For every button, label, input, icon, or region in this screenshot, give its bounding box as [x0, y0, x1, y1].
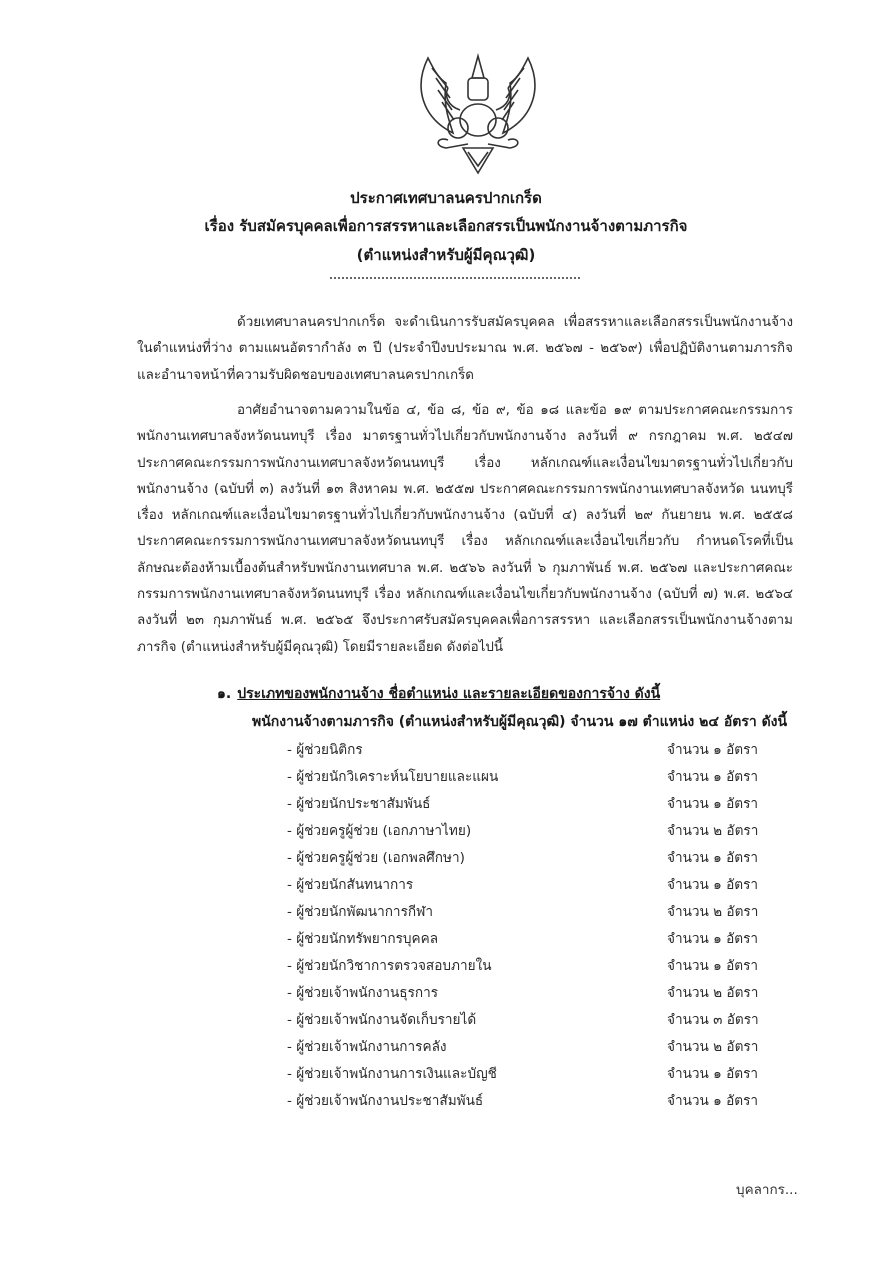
position-name: - ผู้ช่วยครูผู้ช่วย (เอกพลศึกษา): [287, 850, 465, 866]
list-item: [287, 926, 787, 953]
position-count: จำนวน ๑ อัตรา: [667, 769, 759, 785]
list-item: [287, 872, 787, 899]
list-item: [287, 1007, 787, 1034]
section-1-subheading: พนักงานจ้างตามภารกิจ (ตำแหน่งสำหรับผู้มีคุณวุฒิ) จำนวน ๑๗ ตำแหน่ง ๒๔ อัตรา ดังนี้: [252, 714, 788, 730]
garuda-emblem-icon: [408, 48, 548, 178]
list-item: [287, 791, 787, 818]
position-name: - ผู้ช่วยเจ้าพนักงานประชาสัมพันธ์: [287, 1093, 484, 1109]
list-item: [287, 899, 787, 926]
dotted-separator: [330, 277, 580, 279]
position-count: จำนวน ๑ อัตรา: [667, 796, 759, 812]
authority-paragraph: อาศัยอำนาจตามความในข้อ ๔, ข้อ ๘, ข้อ ๙, ข้อ ๑๘ และข้อ ๑๙ ตามประกาศคณะกรรมการ พนักงานเทศบาลจังหวัดนนทบุรี เรื่อง มาตรฐานทั่วไปเกี่ยวกับพนักงานจ้าง ลงวันที่ ๙ กรกฎาคม พ.ศ. ๒๕๔๗ ประกาศคณะกรรมการพนักงานเทศบาลจังหวัดนนทบุรี เรื่อง หลักเกณฑ์และเงื่อนไขมาตรฐานทั่วไปเกี่ยวกับ พนักงานจ้าง (ฉบับที่ ๓) ลงวันที่ ๑๓ สิงหาคม พ.ศ. ๒๕๕๗ ประกาศคณะกรรมการพนักงานเทศบาลจังหวัด นนทบุรี เรื่อง หลักเกณฑ์และเงื่อนไขมาตรฐานทั่วไปเกี่ยวกับพนักงานจ้าง (ฉบับที่ ๔) ลงวันที่ ๒๙ กันยายน พ.ศ. ๒๕๕๘ ประกาศคณะกรรมการพนักงานเทศบาลจังหวัดนนทบุรี เรื่อง หลักเกณฑ์และเงื่อนไขเกี่ยวกับ กำหนดโรคที่เป็นลักษณะต้องห้ามเบื้องต้นสำหรับพนักงานเทศบาล พ.ศ. ๒๕๖๖ ลงวันที่ ๖ กุมภาพันธ์ พ.ศ. ๒๕๖๗ และประกาศคณะกรรมการพนักงานเทศบาลจังหวัดนนทบุรี เรื่อง หลักเกณฑ์และเงื่อนไขเกี่ยวกับพนักงานจ้าง (ฉบับที่ ๗) พ.ศ. ๒๕๖๔ ลงวันที่ ๒๓ กุมภาพันธ์ พ.ศ. ๒๕๖๕ จึงประกาศรับสมัครบุคคลเพื่อการสรรหา และเลือกสรรเป็นพนักงานจ้างตามภารกิจ (ตำแหน่งสำหรับผู้มีคุณวุฒิ) โดยมีรายละเอียด ดังต่อไปนี้: [137, 403, 793, 655]
position-list: [287, 737, 787, 1115]
list-item: [287, 845, 787, 872]
announcement-subject: เรื่อง รับสมัครบุคคลเพื่อการสรรหาและเลือกสรรเป็นพนักงานจ้างตามภารกิจ: [204, 217, 688, 235]
position-name: - ผู้ช่วยนักสันทนาการ: [287, 877, 414, 893]
position-name: - ผู้ช่วยนักพัฒนาการกีฬา: [287, 904, 434, 920]
position-name: - ผู้ช่วยนักวิเคราะห์นโยบายและแผน: [287, 769, 499, 785]
list-item: [287, 737, 787, 764]
intro-paragraph: ด้วยเทศบาลนครปากเกร็ด จะดำเนินการรับสมัครบุคคล เพื่อสรรหาและเลือกสรรเป็นพนักงานจ้าง ในตำแหน่งที่ว่าง ตามแผนอัตรากำลัง ๓ ปี (ประจำปีงบประมาณ พ.ศ. ๒๕๖๗ - ๒๕๖๙) เพื่อปฏิบัติงานตามภารกิจ และอำนาจหน้าที่ความรับผิดชอบของเทศบาลนครปากเกร็ด: [137, 315, 793, 383]
list-item: [287, 818, 787, 845]
announcement-title: ประกาศเทศบาลนครปากเกร็ด: [350, 189, 542, 207]
position-count: จำนวน ๒ อัตรา: [667, 1039, 759, 1055]
position-count: จำนวน ๑ อัตรา: [667, 850, 759, 866]
position-count: จำนวน ๑ อัตรา: [667, 877, 759, 893]
position-count: จำนวน ๑ อัตรา: [667, 931, 759, 947]
position-count: จำนวน ๓ อัตรา: [667, 1012, 759, 1028]
position-count: จำนวน ๑ อัตรา: [667, 1066, 759, 1082]
continued-marker: บุคลากร...: [736, 1182, 798, 1198]
list-item: [287, 980, 787, 1007]
position-count: จำนวน ๒ อัตรา: [667, 904, 759, 920]
position-name: - ผู้ช่วยนักประชาสัมพันธ์: [287, 796, 431, 812]
position-name: - ผู้ช่วยเจ้าพนักงานการคลัง: [287, 1039, 447, 1055]
position-count: จำนวน ๒ อัตรา: [667, 985, 759, 1001]
announcement-qualifier: (ตำแหน่งสำหรับผู้มีคุณวุฒิ): [356, 246, 536, 264]
list-item: [287, 1061, 787, 1088]
list-item: [287, 764, 787, 791]
position-name: - ผู้ช่วยเจ้าพนักงานจัดเก็บรายได้: [287, 1012, 477, 1028]
position-count: จำนวน ๑ อัตรา: [667, 742, 759, 758]
position-name: - ผู้ช่วยนิติกร: [287, 742, 363, 758]
section-1-heading: [217, 683, 660, 705]
position-name: - ผู้ช่วยครูผู้ช่วย (เอกภาษาไทย): [287, 823, 472, 839]
section-heading-text: ประเภทของพนักงานจ้าง ชื่อตำแหน่ง และรายละเอียดของการจ้าง ดังนี้: [237, 686, 661, 702]
list-item: [287, 1034, 787, 1061]
position-name: - ผู้ช่วยนักทรัพยากรบุคคล: [287, 931, 439, 947]
position-name: - ผู้ช่วยเจ้าพนักงานธุรการ: [287, 985, 439, 1001]
position-name: - ผู้ช่วยนักวิชาการตรวจสอบภายใน: [287, 958, 492, 974]
section-number: ๑.: [217, 686, 232, 702]
list-item: [287, 953, 787, 980]
position-count: จำนวน ๑ อัตรา: [667, 958, 759, 974]
position-count: จำนวน ๒ อัตรา: [667, 823, 759, 839]
position-name: - ผู้ช่วยเจ้าพนักงานการเงินและบัญชี: [287, 1066, 497, 1082]
position-count: จำนวน ๑ อัตรา: [667, 1093, 759, 1109]
list-item: [287, 1088, 787, 1115]
